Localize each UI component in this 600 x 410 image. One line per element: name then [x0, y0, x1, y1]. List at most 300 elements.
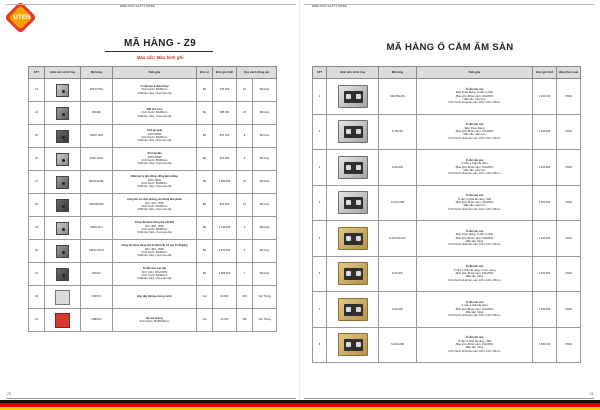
socket-port-icon	[346, 342, 351, 347]
do-not-disturb-switch-icon	[56, 199, 69, 212]
desc-line: Kích thước: 86x86mm	[141, 274, 168, 277]
cell-pack: Cái/ Thùng	[253, 286, 277, 309]
table-row	[313, 185, 581, 221]
desc-line: Chất liệu: thép, nhựa cao cấp	[137, 231, 172, 235]
card-key-switch-icon	[56, 222, 69, 235]
table-header-row	[313, 67, 581, 79]
light-dimmer-icon	[56, 153, 69, 166]
cell-unit: Bộ	[197, 125, 213, 148]
table-row	[29, 79, 277, 102]
cell-stt: 1	[313, 79, 327, 115]
desc-title: Ổ cắm tivi & điện thoại	[140, 84, 169, 88]
table-row	[313, 292, 581, 328]
cell-image	[327, 327, 379, 363]
cell-code: S-Z213/N	[379, 150, 417, 186]
desc-line: Kích thước: 86x86mm	[141, 111, 168, 115]
cell-desc	[113, 125, 197, 148]
cell-code: Z9KTV/TEL	[81, 79, 113, 102]
cell-pack: Bộ/ Hộp	[253, 79, 277, 102]
desc-line: Điện thoại, Mạng	[464, 126, 485, 130]
german-flag-footer	[0, 400, 600, 410]
cell-brand: UTEN	[557, 292, 581, 328]
cell-pack: Bộ/ Hộp	[253, 194, 277, 217]
table-row	[29, 148, 277, 171]
cell-brand: UTEN	[557, 114, 581, 150]
floor-socket-icon	[338, 333, 368, 356]
desc-line: AFV, 10A - 250V	[144, 201, 165, 205]
desc-line: (Bao gồm đế âm sàn), 16A/250V	[455, 165, 494, 169]
page-subtitle: Màu sắc: Màu kính ghi	[136, 55, 184, 60]
desc-line: Mầu sắc: mầu trơn	[463, 97, 486, 101]
desc-line: Kích thước khoét âm sàn: 100 x 100 x 65mm	[448, 172, 501, 176]
cell-image	[45, 286, 81, 309]
socket-port-icon	[346, 307, 351, 312]
page-title: MÃ HÀNG - Z9	[124, 38, 196, 49]
cell-image	[45, 148, 81, 171]
desc-line: Kích thước: 86x86mm	[141, 136, 168, 139]
desc-title: Ổ cắm âm sàn	[465, 336, 484, 340]
cell-price: 1.230.000	[533, 114, 557, 150]
cell-stt: 32	[29, 286, 45, 309]
cell-unit: Bộ	[197, 217, 213, 240]
cell-desc	[113, 102, 197, 125]
cell-code: Z9KD-1D/G	[81, 148, 113, 171]
cell-code: U8FIP/C	[81, 286, 113, 309]
cell-qty: 8	[237, 125, 253, 148]
desc-title: Ổ cắm âm sàn	[465, 158, 484, 162]
desc-line: Mầu sắc: Vàng	[465, 275, 484, 279]
cell-image	[45, 102, 81, 125]
desc-line: Mầu sắc: mầu trơn	[463, 168, 486, 172]
cell-image	[45, 171, 81, 194]
cell-stt: 4	[313, 185, 327, 221]
desc-title: Ổ cắm dao cạo râu	[142, 267, 167, 271]
desc-line: (Bao gồm đế âm sàn), 16A/250V	[455, 272, 494, 276]
col-code: Mã hàng	[379, 67, 417, 79]
table-row	[29, 286, 277, 309]
desc-title: Đế âm tường	[146, 316, 163, 320]
cell-unit: Cái	[197, 309, 213, 332]
socket-port-icon	[356, 307, 361, 312]
socket-panel	[344, 197, 363, 209]
desc-line: Ổ cắm 3 chấu đa năng, USB	[457, 197, 492, 201]
cell-qty: 100	[237, 309, 253, 332]
cell-code: S-Z213/N	[379, 292, 417, 328]
blank-plate-icon	[56, 107, 69, 120]
desc-line: Ổ cắm 3 chấu đa năng	[461, 162, 488, 166]
cell-price: 1.230.000	[533, 292, 557, 328]
table-row	[29, 102, 277, 125]
cell-code: S-Z13/PC	[379, 256, 417, 292]
cell-image	[327, 256, 379, 292]
cell-price: 876.000	[213, 125, 237, 148]
cell-brand: UTEN	[557, 79, 581, 115]
floor-socket-icon	[338, 156, 368, 179]
cell-desc	[113, 309, 197, 332]
cell-code: Z9KDP6A02	[81, 194, 113, 217]
desc-line: (Bao gồm đế âm sàn), 16A/250V	[455, 343, 494, 347]
plate-detail	[62, 136, 65, 139]
desc-title: Ổ cắm âm sàn	[465, 87, 484, 91]
cell-pack: Bộ/ Hộp	[253, 171, 277, 194]
cell-code: Z9KD-1DJ	[81, 217, 113, 240]
desc-line: Ổ cắm 3 chấu đa năng	[461, 304, 488, 308]
socket-port-icon	[356, 200, 361, 205]
table-row	[29, 171, 277, 194]
cell-qty: 20	[237, 102, 253, 125]
cell-price: 24.000	[213, 309, 237, 332]
plate-detail	[62, 205, 65, 208]
cell-stt: 2	[313, 114, 327, 150]
waterproof-cover-icon	[55, 290, 70, 305]
cell-desc	[113, 286, 197, 309]
desc-line: Chất liệu: thép, nhựa cao cấp	[137, 139, 172, 143]
cell-price: 3.332.000	[213, 240, 237, 263]
desc-line: AFV, 16A / 115V/230V	[141, 270, 168, 274]
socket-port-icon	[346, 236, 351, 241]
cell-desc	[417, 150, 533, 186]
cell-desc	[113, 194, 197, 217]
cell-qty: 200	[237, 286, 253, 309]
socket-panel	[344, 304, 363, 316]
fan-dimmer-icon	[56, 130, 69, 143]
desc-line: (Bao gồm đế âm sàn), 16A/250V	[455, 201, 494, 205]
col-brand: Hãng Sản xuất	[557, 67, 581, 79]
cell-qty: 7	[237, 263, 253, 286]
table-header-row	[29, 67, 277, 79]
cell-pack: Bộ/ Hộp	[253, 125, 277, 148]
socket-panel	[344, 268, 363, 280]
socket-port-icon	[356, 94, 361, 99]
socket-port-icon	[356, 342, 361, 347]
desc-line: Mầu sắc: mầu trơn	[463, 204, 486, 208]
page-number: 73	[7, 392, 11, 396]
desc-line: (Bao gồm đế âm sàn), 16A/250V	[455, 130, 494, 134]
socket-port-icon	[356, 165, 361, 170]
cell-image	[45, 125, 81, 148]
table-row	[29, 309, 277, 332]
table-row	[313, 79, 581, 115]
desc-line: Kích thước khoét âm sàn: 100 x 100 x 65mm	[448, 243, 501, 247]
floor-socket-icon	[338, 262, 368, 285]
speed-control-icon	[56, 176, 69, 189]
logo-text: UTEN	[13, 14, 31, 21]
desc-line: (Bao gồm đế âm sàn), 16A/250V	[455, 94, 494, 98]
desc-line: Chất liệu: thép, nhựa cao cấp	[137, 162, 172, 166]
socket-port-icon	[346, 94, 351, 99]
cell-desc	[113, 148, 197, 171]
cell-stt: 8	[313, 327, 327, 363]
product-table-floor-sockets	[312, 66, 581, 363]
desc-line: Kích thước: 86x86mm	[141, 88, 168, 92]
title-underline	[105, 51, 213, 52]
cell-qty: 10	[237, 79, 253, 102]
desc-line: (Bao gồm đế âm sàn), 16A/250V	[455, 236, 494, 240]
cell-unit: Bộ	[197, 79, 213, 102]
cell-stt: 26	[29, 148, 45, 171]
cell-code: S-Z13/USB	[379, 185, 417, 221]
desc-line: Kích thước: 86x86mm	[141, 228, 168, 231]
cell-qty: 8	[237, 148, 253, 171]
cell-image	[327, 114, 379, 150]
cell-price: 1.500.000	[533, 185, 557, 221]
cell-stt: 28	[29, 194, 45, 217]
plate-detail	[62, 90, 65, 93]
desc-line: Kích thước: 86x86mm	[141, 205, 168, 208]
plate-detail	[62, 228, 65, 231]
cell-unit: Cái	[197, 286, 213, 309]
desc-title: Công tắc khóa đóng thẻ từ 30A (cắt trễ sau 15-30giây)	[121, 244, 188, 248]
table-row	[313, 150, 581, 186]
socket-panel	[344, 162, 363, 174]
cell-desc	[417, 292, 533, 328]
cell-stt: 31	[29, 263, 45, 286]
cell-qty: 6	[237, 240, 253, 263]
cell-image	[45, 309, 81, 332]
shaver-outlet-icon	[56, 268, 69, 281]
cell-stt: 27	[29, 171, 45, 194]
desc-line: Chất liệu: thép, nhựa cao cấp	[137, 185, 172, 189]
cell-qty: 6	[237, 217, 253, 240]
cell-brand: UTEN	[557, 327, 581, 363]
table-row	[313, 114, 581, 150]
col-image: Hình ảnh minh họa	[327, 67, 379, 79]
cell-unit: Bộ	[197, 194, 213, 217]
cell-code: S-TEL/PC	[379, 114, 417, 150]
cell-price: 1.230.000	[533, 221, 557, 257]
tv-phone-outlet-icon	[56, 84, 69, 97]
cell-stt: 5	[313, 221, 327, 257]
desc-line: Điện thoại, Mạng, Ổ cắm 2 chấu	[455, 233, 494, 237]
desc-line: Ổ cắm 3 chấu đa năng, USB	[457, 339, 492, 343]
desc-title: Công tắc khóa đóng thẻ cắt 30A	[134, 221, 175, 225]
cell-price: 1.230.000	[533, 256, 557, 292]
desc-line: 220V~50Hz	[147, 178, 162, 182]
desc-line: Kích thước khoét âm sàn: 100 x 100 x 65mm	[448, 314, 501, 318]
cell-pack: Bộ/ Hộp	[253, 148, 277, 171]
cell-brand: UTEN	[557, 150, 581, 186]
cell-code: S-Z13/USB	[379, 327, 417, 363]
uten-logo	[6, 5, 38, 31]
table-row	[29, 217, 277, 240]
cell-price: 388.000	[213, 102, 237, 125]
table-row	[29, 125, 277, 148]
cell-stt: 29	[29, 217, 45, 240]
cell-price: 876.000	[213, 148, 237, 171]
desc-line: Kích thước: 86x86mm	[141, 159, 168, 162]
desc-line: (Bao gồm đế âm sàn), 16A/250V	[455, 307, 494, 311]
cell-code: SZ12TEL/PC	[379, 79, 417, 115]
cell-code: U8B0K/A	[81, 309, 113, 332]
cell-price: 2.995.000	[213, 263, 237, 286]
footer-rule	[304, 398, 594, 399]
desc-line: Kích thước khoét âm sàn: 100 x 100 x 65mm	[448, 136, 501, 140]
cell-price: 2.732.000	[213, 217, 237, 240]
cell-image	[327, 150, 379, 186]
wall-box-icon	[55, 313, 70, 328]
socket-port-icon	[346, 165, 351, 170]
cell-price: 1.230.000	[533, 79, 557, 115]
floor-socket-icon	[338, 85, 368, 108]
cell-code: Z9KMD	[81, 102, 113, 125]
socket-port-icon	[356, 271, 361, 276]
cell-image	[327, 185, 379, 221]
table-row	[313, 256, 581, 292]
cell-image	[327, 292, 379, 328]
col-price: Đơn giá Vnđ	[533, 67, 557, 79]
table-row	[29, 240, 277, 263]
desc-line: Chất liệu: thép, nhựa cao cấp	[137, 254, 172, 258]
cell-image	[327, 221, 379, 257]
socket-panel	[344, 233, 363, 245]
cell-code: Z9KD-1D/V3	[81, 240, 113, 263]
cell-stt: 24	[29, 102, 45, 125]
desc-title: Triết áp quạt	[146, 129, 163, 133]
cell-unit: Bộ	[197, 102, 213, 125]
cell-unit: Bộ	[197, 148, 213, 171]
socket-port-icon	[356, 129, 361, 134]
floor-socket-icon	[338, 191, 368, 214]
floor-socket-icon	[338, 227, 368, 250]
col-stt: STT	[313, 67, 327, 79]
desc-line: Mầu sắc: Vàng	[465, 310, 484, 314]
cell-brand: UTEN	[557, 221, 581, 257]
cell-pack: Cái/ Thùng	[253, 309, 277, 332]
desc-title: Mặt che trơn	[146, 107, 163, 111]
socket-panel	[344, 91, 363, 103]
col-stt: STT	[29, 67, 45, 79]
cell-desc	[417, 114, 533, 150]
table-row	[29, 263, 277, 286]
cell-brand: UTEN	[557, 185, 581, 221]
col-code: Mã hàng	[81, 67, 113, 79]
cell-code: S-Z12/TEL/PC	[379, 221, 417, 257]
desc-line: Chất liệu: thép, nhựa cao cấp	[137, 208, 172, 212]
right-page	[300, 0, 600, 410]
cell-unit: Bộ	[197, 263, 213, 286]
desc-line: Ổ cắm 3 chấu đa năng, ổ cắm mạng	[453, 268, 496, 272]
desc-line: Điện thoại, Mạng, Ổ cắm 2 chấu	[455, 91, 494, 95]
col-unit: Đơn vị	[197, 67, 213, 79]
desc-line: AFV, 30A - 250V	[144, 224, 165, 228]
desc-line: Chất liệu: thép, nhựa cao cấp	[137, 114, 172, 118]
cell-image	[45, 194, 81, 217]
desc-title: Ổ cắm âm sàn	[465, 123, 484, 127]
cell-image	[45, 217, 81, 240]
desc-line: Mầu sắc: mầu trơn	[463, 133, 486, 137]
cell-stt: 25	[29, 125, 45, 148]
page-title: MÃ HÀNG Ổ CẮM ÂM SÀN	[386, 42, 514, 53]
cell-desc	[113, 217, 197, 240]
plate-detail	[62, 113, 65, 116]
table-row	[313, 221, 581, 257]
desc-line: Kích thước khoét âm sàn: 100 x 100 x 65mm	[448, 101, 501, 105]
cell-desc	[417, 256, 533, 292]
desc-title: Hộp đậy phòng chống nước	[137, 295, 172, 299]
delay-card-switch-icon	[56, 245, 69, 258]
desc-line: Kích thước: 80x80x50mm	[139, 320, 170, 323]
cell-pack: Bộ/ Hộp	[253, 217, 277, 240]
desc-line: Kích thước: 86x86mm	[141, 182, 168, 185]
col-image: Hình ảnh minh họa	[45, 67, 81, 79]
cell-image	[45, 79, 81, 102]
cell-price: 90.000	[213, 286, 237, 309]
cell-desc	[113, 240, 197, 263]
col-desc: Diễn giải	[113, 67, 197, 79]
cell-price: 676.000	[213, 79, 237, 102]
cell-stt: 23	[29, 79, 45, 102]
cell-image	[45, 263, 81, 286]
cell-unit: Bộ	[197, 240, 213, 263]
desc-title: Ổ cắm âm sàn	[465, 300, 484, 304]
socket-panel	[344, 339, 363, 351]
product-table-z9	[28, 66, 277, 332]
desc-title: Ổ cắm âm sàn	[465, 229, 484, 233]
cell-desc	[113, 263, 197, 286]
plate-detail	[62, 274, 65, 277]
cell-code: Z9KD-3G/BL	[81, 171, 113, 194]
socket-port-icon	[356, 236, 361, 241]
cell-desc	[417, 221, 533, 257]
desc-line: Chất liệu: thép, nhựa cao cấp	[137, 91, 172, 95]
footer-rule	[6, 398, 296, 399]
cell-desc	[417, 185, 533, 221]
cell-price: 1.680.000	[213, 171, 237, 194]
cell-desc	[417, 79, 533, 115]
plate-detail	[62, 251, 65, 254]
socket-port-icon	[346, 129, 351, 134]
cell-pack: Bộ/ Hộp	[253, 102, 277, 125]
desc-line: Kích thước khoét âm sàn: 100 x 100 x 65mm	[448, 278, 501, 282]
cell-price: 1.500.000	[533, 327, 557, 363]
cell-stt: 3	[313, 150, 327, 186]
table-row	[29, 194, 277, 217]
desc-line: Kích thước: 86x86mm	[141, 251, 168, 254]
plate-detail	[62, 182, 65, 185]
floor-socket-icon	[338, 120, 368, 143]
desc-line: Mầu sắc: Vàng	[465, 239, 484, 243]
cell-code: Z9KD/C	[81, 263, 113, 286]
desc-line: Chất liệu: thép, nhựa cao cấp	[137, 277, 172, 281]
socket-port-icon	[346, 200, 351, 205]
cell-price: 1.230.000	[533, 150, 557, 186]
desc-title: Ổ cắm âm sàn	[465, 265, 484, 269]
cell-qty: 10	[237, 194, 253, 217]
table-row	[313, 327, 581, 363]
cell-stt: 7	[313, 292, 327, 328]
desc-line: Mầu sắc: Vàng	[465, 346, 484, 350]
cell-image	[327, 79, 379, 115]
desc-line: Kích thước khoét âm sàn: 100 x 100 x 65mm	[448, 207, 501, 211]
desc-title: Ổ cắm âm sàn	[465, 194, 484, 198]
col-desc: Diễn giải	[417, 67, 533, 79]
cell-stt: 33	[29, 309, 45, 332]
page-number: 74	[589, 392, 593, 396]
socket-port-icon	[346, 271, 351, 276]
cell-stt: 6	[313, 256, 327, 292]
cell-pack: Bộ/ Hộp	[253, 240, 277, 263]
col-pack: Quy cách đóng gói	[237, 67, 277, 79]
cell-stt: 30	[29, 240, 45, 263]
cell-desc	[417, 327, 533, 363]
col-price: Đơn giá VnĐ	[213, 67, 237, 79]
header-tagline: ĐỈNH CAO CHẤT LƯỢNG	[120, 5, 156, 8]
cell-pack: Bộ/ Hộp	[253, 263, 277, 286]
header-rule	[304, 4, 594, 5]
cell-brand: UTEN	[557, 256, 581, 292]
cell-image	[45, 240, 81, 263]
desc-line: 220V-500W	[147, 132, 162, 136]
